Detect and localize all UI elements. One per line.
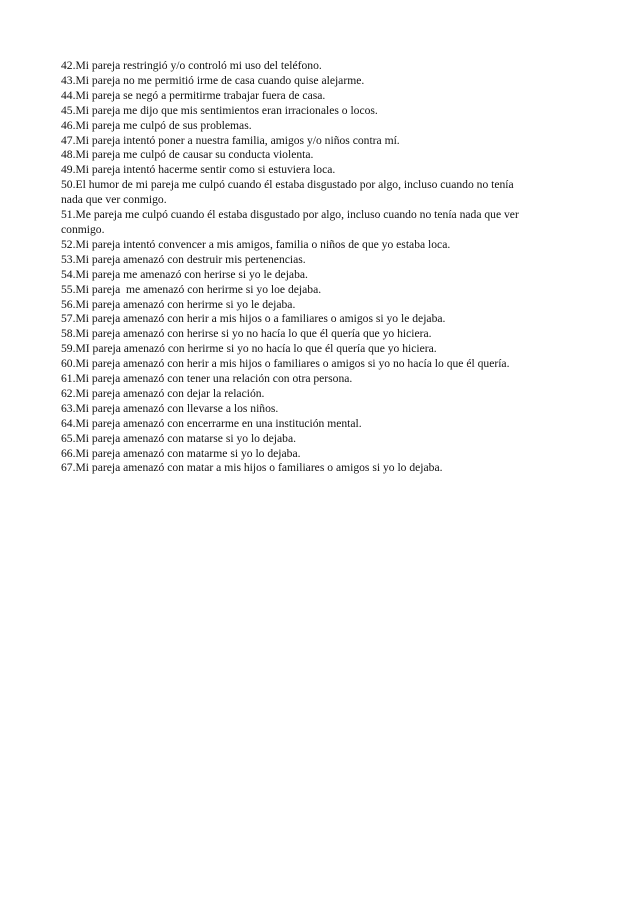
document-line: 65.Mi pareja amenazó con matarse si yo lo dejaba.	[61, 431, 297, 445]
document-line: 44.Mi pareja se negó a permitirme trabajar fuera de casa.	[61, 88, 326, 102]
document-line: 59.MI pareja amenazó con herirme si yo no hacía lo que él quería que yo hiciera.	[61, 342, 437, 356]
document-line: 66.Mi pareja amenazó con matarme si yo lo dejaba.	[61, 446, 301, 460]
document-line: 63.Mi pareja amenazó con llevarse a los niños.	[61, 401, 279, 415]
document-line: 55.Mi pareja me amenazó con herirme si yo loe dejaba.	[61, 282, 322, 296]
document-line: 64.Mi pareja amenazó con encerrarme en una institución mental.	[61, 416, 362, 430]
document-line: 46.Mi pareja me culpó de sus problemas.	[61, 118, 252, 132]
document-line: 54.Mi pareja me amenazó con herirse si yo le dejaba.	[61, 267, 308, 281]
document-line: 52.Mi pareja intentó convencer a mis amigos, familia o niños de que yo estaba loca.	[61, 237, 451, 251]
document-line: 53.Mi pareja amenazó con destruir mis pertenencias.	[61, 252, 306, 266]
document-line: 58.Mi pareja amenazó con herirse si yo no hacía lo que él quería que yo hiciera.	[61, 327, 432, 341]
document-line: 51.Me pareja me culpó cuando él estaba disgustado por algo, incluso cuando no tenía nada que ver	[61, 208, 519, 222]
document-line: 49.Mi pareja intentó hacerme sentir como si estuviera loca.	[61, 163, 336, 177]
document-body	[61, 59, 581, 476]
document-line: 60.Mi pareja amenazó con herir a mis hijos o familiares o amigos si yo no hacía lo que él quería.	[61, 357, 510, 371]
document-line: nada que ver conmigo.	[61, 193, 167, 207]
document-line: 43.Mi pareja no me permitió irme de casa cuando quise alejarme.	[61, 73, 365, 87]
document-line: 48.Mi pareja me culpó de causar su conducta violenta.	[61, 148, 314, 162]
document-line: 42.Mi pareja restringió y/o controló mi uso del teléfono.	[61, 59, 322, 72]
document-line: 45.Mi pareja me dijo que mis sentimientos eran irracionales o locos.	[61, 103, 378, 117]
document-line: 61.Mi pareja amenazó con tener una relación con otra persona.	[61, 372, 353, 386]
document-line: 62.Mi pareja amenazó con dejar la relación.	[61, 386, 265, 400]
document-line: 50.El humor de mi pareja me culpó cuando él estaba disgustado por algo, incluso cuando no tenía	[61, 178, 514, 192]
document-line: 57.Mi pareja amenazó con herir a mis hijos o a familiares o amigos si yo le dejaba.	[61, 312, 446, 326]
document-line: 56.Mi pareja amenazó con herirme si yo le dejaba.	[61, 297, 296, 311]
document-line: 67.Mi pareja amenazó con matar a mis hijos o familiares o amigos si yo lo dejaba.	[61, 461, 443, 475]
document-line: conmigo.	[61, 222, 105, 236]
document-line: 47.Mi pareja intentó poner a nuestra familia, amigos y/o niños contra mí.	[61, 133, 400, 147]
